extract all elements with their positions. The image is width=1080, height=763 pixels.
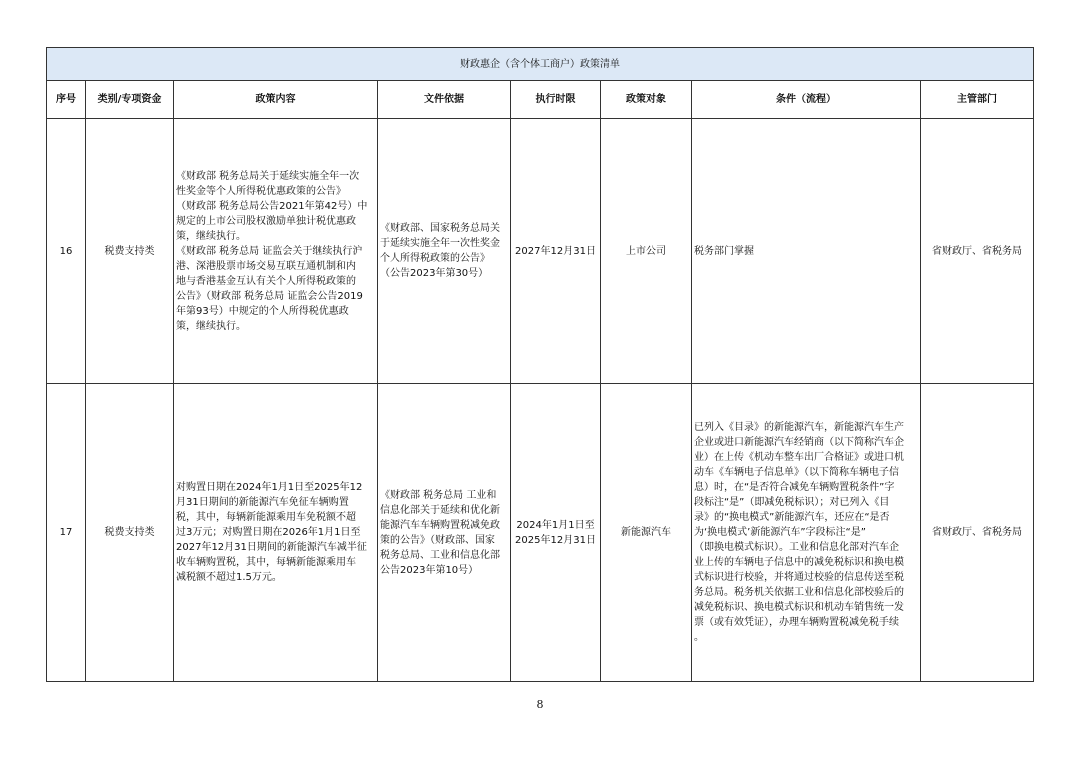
row-target: 上市公司 bbox=[601, 119, 692, 384]
row-deadline: 2027年12月31日 bbox=[511, 119, 601, 384]
table-row bbox=[47, 119, 1034, 384]
table-row bbox=[47, 384, 1034, 682]
header-row bbox=[47, 81, 1034, 119]
row-conditions: 已列入《目录》的新能源汽车，新能源汽车生产 企业或进口新能源汽车经销商（以下简称汽车企 业）在上传《机动车整车出厂合格证》或进口机 动车《车辆电子信息单》（以下简称车辆电子信 息）时，在“是否符合减免车辆购置税条件”字 段标注“是”（即减免税标识）；对已列入《目 录》的“换电模式”新能源汽车，还应在“是否 为‘换电模式’新能源汽车”字段标注“是” （即换电模式标识）。工业和信息化部对汽车企 业上传的车辆电子信息中的减免税标识和换电模 式标识进行校验，并将通过校验的信息传送至税 务总局。税务机关依据工业和信息化部校验后的 减免税标识、换电模式标识和机动车销售统一发 票（或有效凭证），办理车辆购置税减免税手续 。 bbox=[692, 384, 921, 682]
row-department: 省财政厅、省税务局 bbox=[921, 119, 1034, 384]
row-deadline: 2024年1月1日至 2025年12月31日 bbox=[511, 384, 601, 682]
header-content: 政策内容 bbox=[174, 81, 378, 119]
page-number: 8 bbox=[536, 698, 544, 711]
row-target: 新能源汽车 bbox=[601, 384, 692, 682]
header-category: 类别/专项资金 bbox=[86, 81, 174, 119]
header-conditions: 条件（流程） bbox=[692, 81, 921, 119]
row-content: 《财政部 税务总局关于延续实施全年一次 性奖金等个人所得税优惠政策的公告》 （财政部 税务总局公告2021年第42号）中 规定的上市公司股权激励单独计税优惠政 策，继续执行。 《财政部 税务总局 证监会关于继续执行沪 港、深港股票市场交易互联互通机制和内 地与香港基金互认有关个人所得税政策的 公告》（财政部 税务总局 证监会公告2019 年第93号）中规定的个人所得税优惠政 策，继续执行。 bbox=[174, 119, 378, 384]
header-basis: 文件依据 bbox=[378, 81, 511, 119]
header-no: 序号 bbox=[47, 81, 86, 119]
row-conditions: 税务部门掌握 bbox=[692, 119, 921, 384]
policy-table bbox=[46, 47, 1034, 682]
header-deadline: 执行时限 bbox=[511, 81, 601, 119]
row-basis: 《财政部、国家税务总局关 于延续实施全年一次性奖金 个人所得税政策的公告》 （公告2023年第30号） bbox=[378, 119, 511, 384]
header-department: 主管部门 bbox=[921, 81, 1034, 119]
row-number: 17 bbox=[47, 384, 86, 682]
row-content: 对购置日期在2024年1月1日至2025年12 月31日期间的新能源汽车免征车辆购置 税，其中，每辆新能源乘用车免税额不超 过3万元；对购置日期在2026年1月1日至 2027年12月31日期间的新能源汽车减半征 收车辆购置税，其中，每辆新能源乘用车 减税额不超过1.5万元。 bbox=[174, 384, 378, 682]
row-number: 16 bbox=[47, 119, 86, 384]
row-category: 税费支持类 bbox=[86, 384, 174, 682]
header-target: 政策对象 bbox=[601, 81, 692, 119]
table-title: 财政惠企（含个体工商户）政策清单 bbox=[47, 48, 1034, 81]
row-basis: 《财政部 税务总局 工业和 信息化部关于延续和优化新 能源汽车车辆购置税减免政 策的公告》（财政部、国家 税务总局、工业和信息化部 公告2023年第10号） bbox=[378, 384, 511, 682]
row-department: 省财政厅、省税务局 bbox=[921, 384, 1034, 682]
row-category: 税费支持类 bbox=[86, 119, 174, 384]
